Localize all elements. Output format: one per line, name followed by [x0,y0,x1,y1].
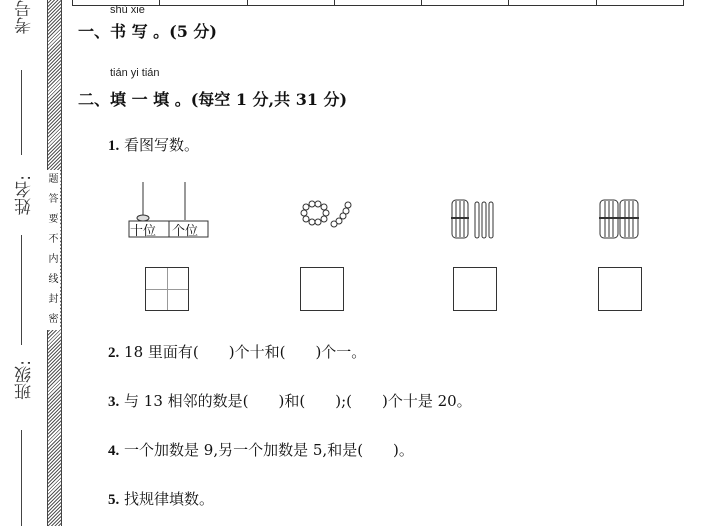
exam-number-label: 考号 [15,0,35,34]
seal-text: 题 答 要 不 内 线 封 密 [47,170,60,330]
score-table [72,0,684,6]
class-label: 班级: [15,360,35,400]
bundles-image [598,198,642,240]
answer-box-3[interactable] [453,267,497,311]
section2-title: 二、填 一 填 。(每空 1 分,共 31 分) [78,90,348,109]
question-1: 1. 看图写数。 [108,136,200,154]
abacus-ones-label: 个位 [172,224,199,239]
answer-box-2[interactable] [300,267,344,311]
section2-pinyin: tián yi tián [110,67,160,79]
answer-box-4[interactable] [598,267,642,311]
answer-box-1[interactable] [145,267,189,311]
section1-title: 一、书 写 。(5 分) [78,22,217,41]
name-label: 姓名: [15,175,35,215]
section1-pinyin: shù xie [110,4,145,16]
question-4: 4. 一个加数是 9,另一个加数是 5,和是( )。 [108,441,414,459]
abacus-tens-label: 十位 [130,224,157,239]
question-5: 5. 找规律填数。 [108,490,215,508]
question-3: 3. 与 13 相邻的数是( )和( );( )个十是 20。 [108,392,472,410]
sticks-image [450,198,500,240]
beads-image [300,200,355,235]
question-2: 2. 18 里面有( )个十和( )个一。 [108,343,367,361]
